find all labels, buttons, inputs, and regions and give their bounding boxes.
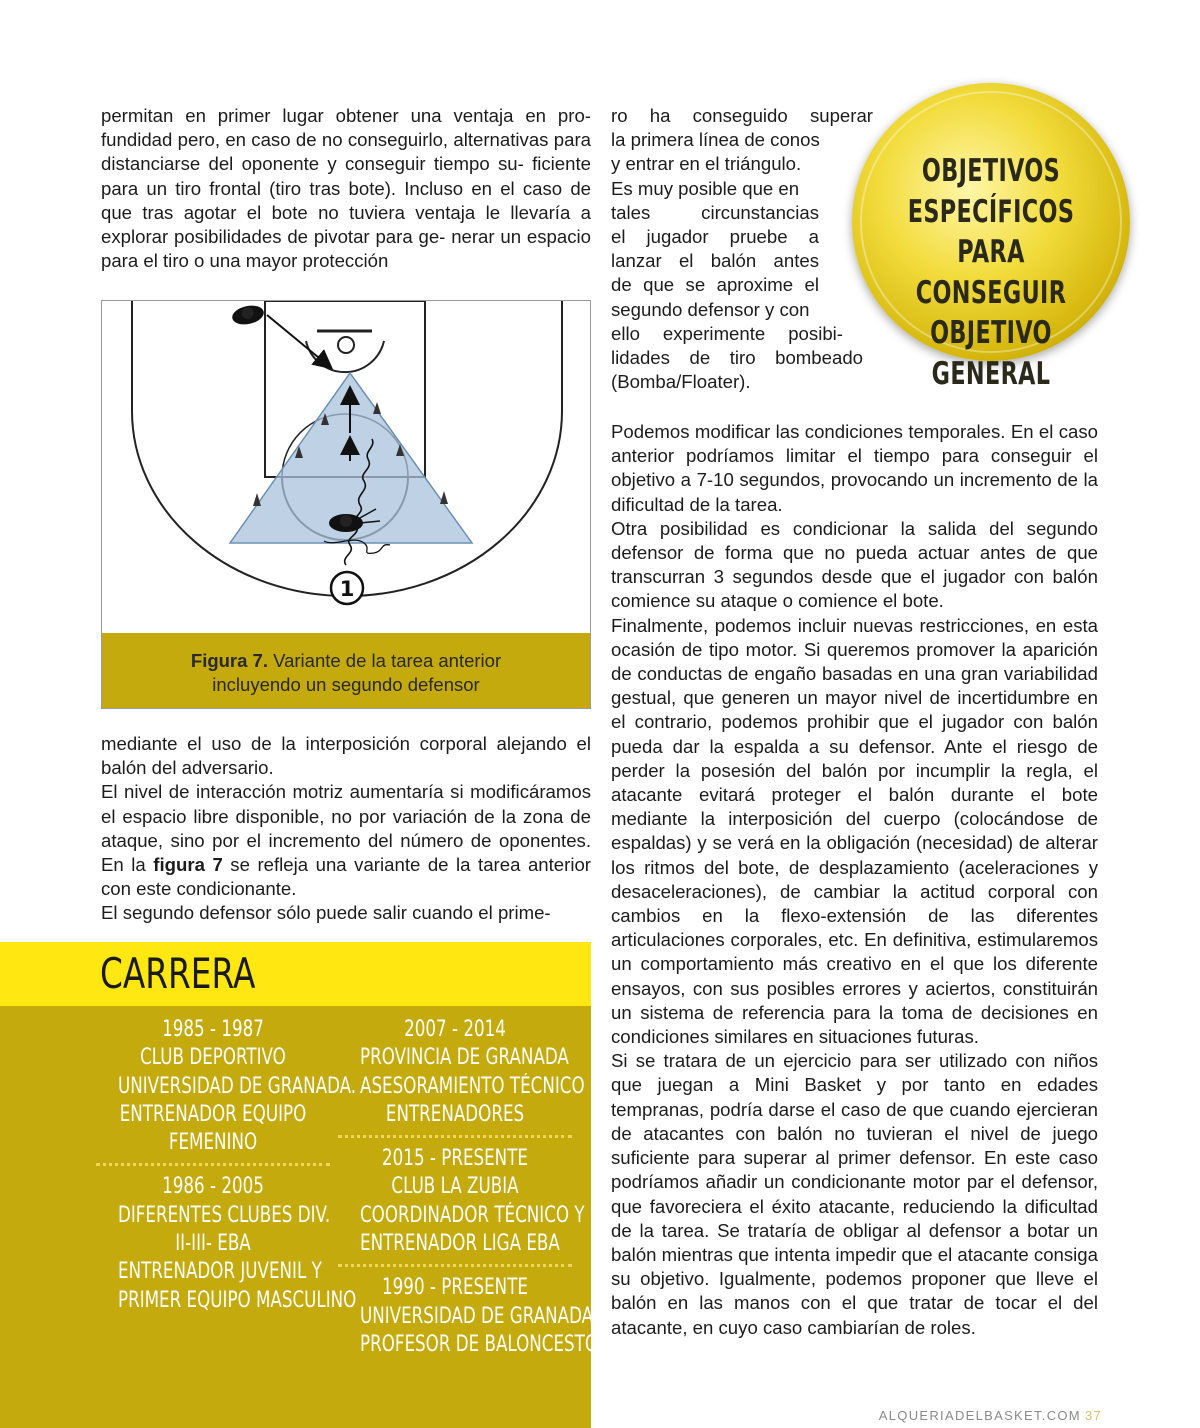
top-left-text [101, 104, 591, 273]
paragraph-second-defensor: El segundo defensor sólo puede salir cuando el prime- [101, 902, 551, 924]
career-left-column [88, 1016, 357, 1315]
page-footer [879, 1408, 1102, 1423]
career-entry: 1986 - 2005 DIFERENTES CLUBES DIV. II-III- EBA ENTRENADOR JUVENIL Y PRIMER EQUIPO MASCULINO [118, 1174, 357, 1313]
paragraph-interaction: El nivel de interacción motriz aumentaría si modificáramos el espacio libre disponible, no por variación de la zona de ataque, sino por el incremento del número de oponentes. En la figura 7 se refleja una variante de la tarea anterior con este condicionante. [101, 781, 591, 900]
paragraph-temporal: Podemos modificar las condiciones temporales. En el caso anterior podríamos limitar el tiempo para conseguir el objetivo a 7-10 segundos, provocando un incremento de la dificultad de la tarea. [611, 421, 1098, 515]
caption-line-2: incluyendo un segundo defensor [212, 674, 480, 695]
career-header [0, 942, 591, 1006]
paragraph-restrictions: Finalmente, podemos incluir nuevas restricciones, en esta ocasión de tipo motor. Si queremos promover la aparición de conductas de engaño basadas en una gran variabilidad gestual, que generen un mayor nivel de incertidumbre en el contrario, podemos prohibir que el jugador con balón pueda dar la espalda a su defensor. Ante el riesgo de perder la posesión del balón por incumplir la regla, el atacante evitará proteger el balón durante el bote mediante la interposición del cuerpo (colocándose de espaldas) y se verá en la obligación (necesidad) de alterar los ritmos del bote, de desplazamiento (aceleraciones y desaceleraciones), de cambiar la actitud corporal con cambios en la flexo-extensión de las diferentes articulaciones corporales, etc. En definitiva, estimularemos un comportamiento más creativo en el que los diferente ensayos, con sus posibles errores y aciertos, constituirán un sistema de referencia para la toma de decisiones en condiciones similares en situaciones futuras. [611, 614, 1098, 1048]
career-divider [338, 1264, 572, 1267]
career-divider [96, 1163, 330, 1166]
defensor-path-arrow [267, 315, 330, 367]
page-number: 37 [1084, 1408, 1102, 1423]
career-entry: 2015 - PRESENTE CLUB LA ZUBIA COORDINADOR TÉCNICO Y ENTRENADOR LIGA EBA [360, 1146, 585, 1257]
cone-icon [440, 491, 448, 504]
career-panel [0, 1006, 599, 1428]
figure-7 [101, 300, 591, 709]
figure-caption [102, 633, 590, 708]
player-1-label: 1 [339, 577, 355, 601]
badge-text: OBJETIVOS ESPECÍFICOS PARA CONSEGUIR OBJETIVO GENERAL [907, 153, 1075, 392]
right-top-text [611, 104, 873, 394]
paragraph-interposition: mediante el uso de la interposición corporal alejando el balón del adversario. [101, 733, 591, 779]
figure-reference: figura 7 [153, 854, 223, 876]
career-entry: 2007 - 2014 PROVINCIA DE GRANADA ASESORAMIENTO TÉCNICO ENTRENADORES [360, 1017, 585, 1127]
paragraph-continuation: ro ha conseguido superar la primera línea de conos y entrar en el triángulo. Es muy posible que en tales circunstancias el jugador pruebe a lanzar el balón antes de que se aproxime el segundo defensor y con ello experimente posibi- lidades de tiro bombeado (Bomba/Floater). [611, 105, 873, 393]
career-title: CARRERA [100, 949, 256, 998]
career-entry: 1990 - PRESENTE UNIVERSIDAD DE GRANADA PROFESOR DE BALONCESTO [360, 1275, 599, 1357]
paragraph-mini-basket: Si se tratara de un ejercicio para ser utilizado con niños que juegan a Mini Basket y por tanto en edades tempranas, podría darse el caso de que cuando ejercieran de atacantes con balón no tuvieran el nivel de juego suficiente para superar al primer defensor. En este caso podríamos añadir un condicionante motor par el defensor, que favoreciera el éxito atacante, reduciendo la dificultad de la tarea. Se trataría de obligar al defensor a botar un balón mientras que intenta impedir que el atacante consiga su objetivo. Igualmente, podemos proponer que lleve el balón en las manos con el que tratar de tocar el del atacante, en cuyo caso cambiarían de roles. [611, 1050, 1098, 1338]
caption-line-1: Figura 7. Variante de la tarea anterior [190, 650, 502, 671]
career-entry: 1985 - 1987 CLUB DEPORTIVO UNIVERSIDAD DE GRANADA. ENTRENADOR EQUIPO FEMENINO [118, 1017, 357, 1156]
bottom-left-text [101, 732, 591, 926]
career-right-column [330, 1016, 599, 1359]
paragraph-intro: permitan en primer lugar obtener una ventaja en pro- fundidad pero, en caso de no conseguirlo, alternativas para distanciarse del oponente y conseguir tiempo su- ficiente para un tiro frontal (tiro tras bote). Incluso en el caso de que tras agotar el bote no tuviera ventaja le llevaría a explorar posibilidades de pivotar para ge- nerar un espacio para el tiro o una mayor protección [101, 105, 592, 272]
objectives-badge [852, 83, 1130, 392]
right-main-text [611, 420, 1098, 1340]
paragraph-condition: Otra posibilidad es condicionar la salida del segundo defensor de forma que no pueda actuar antes de que transcurran 3 segundos desde que el jugador con balón comience su ataque o comience el bote. [611, 517, 1098, 612]
career-divider [338, 1135, 572, 1138]
second-defensor-icon [230, 303, 265, 327]
court-diagram [102, 301, 590, 633]
footer-site[interactable]: ALQUERIADELBASKET.COM [878, 1408, 1081, 1423]
basket-hoop [338, 337, 354, 353]
